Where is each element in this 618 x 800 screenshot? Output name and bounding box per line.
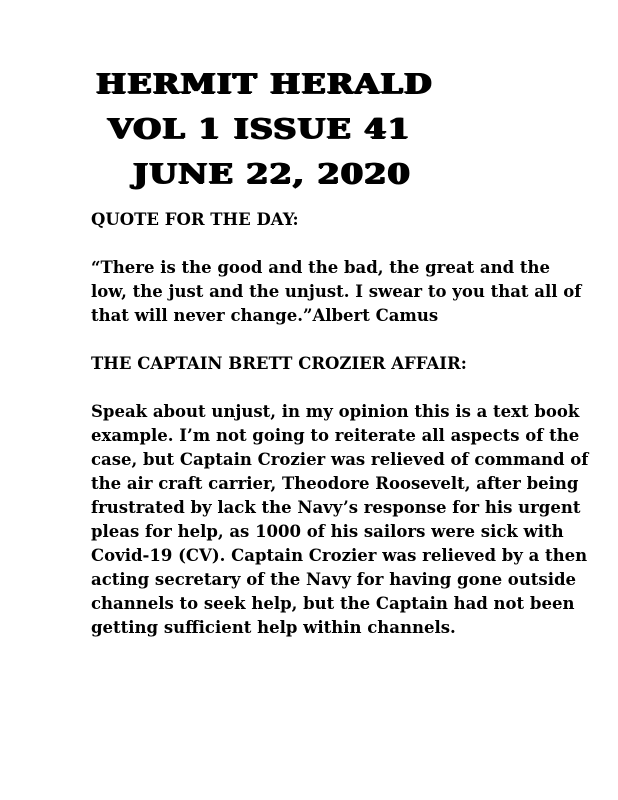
affair-heading: THE CAPTAIN BRETT CROZIER AFFAIR:	[91, 354, 467, 373]
issue-date: JUNE 22, 2020	[133, 159, 411, 190]
volume-issue: VOL 1 ISSUE 41	[108, 114, 411, 145]
newsletter-title: HERMIT HERALD	[96, 69, 433, 100]
quote-text: “There is the good and the bad, the great and the low, the just and the unjust. I swear to you that all of that will never change.”Albert Camus	[91, 258, 582, 325]
affair-text: Speak about unjust, in my opinion this is a text book example. I’m not going to reiterate all aspects of the case, but Captain Crozier was relieved of command of the air craft carrier, Theodore Roosevelt, after being frustrated by lack the Navy’s response for his urgent pleas for help, as 1000 of his sailors were sick with Covid-19 (CV). Captain Crozier was relieved by a then acting secretary of the Navy for having gone outside channels to seek help, but the Captain had not been getting sufficient help within channels.	[91, 402, 589, 637]
quote-heading: QUOTE FOR THE DAY:	[91, 210, 299, 229]
